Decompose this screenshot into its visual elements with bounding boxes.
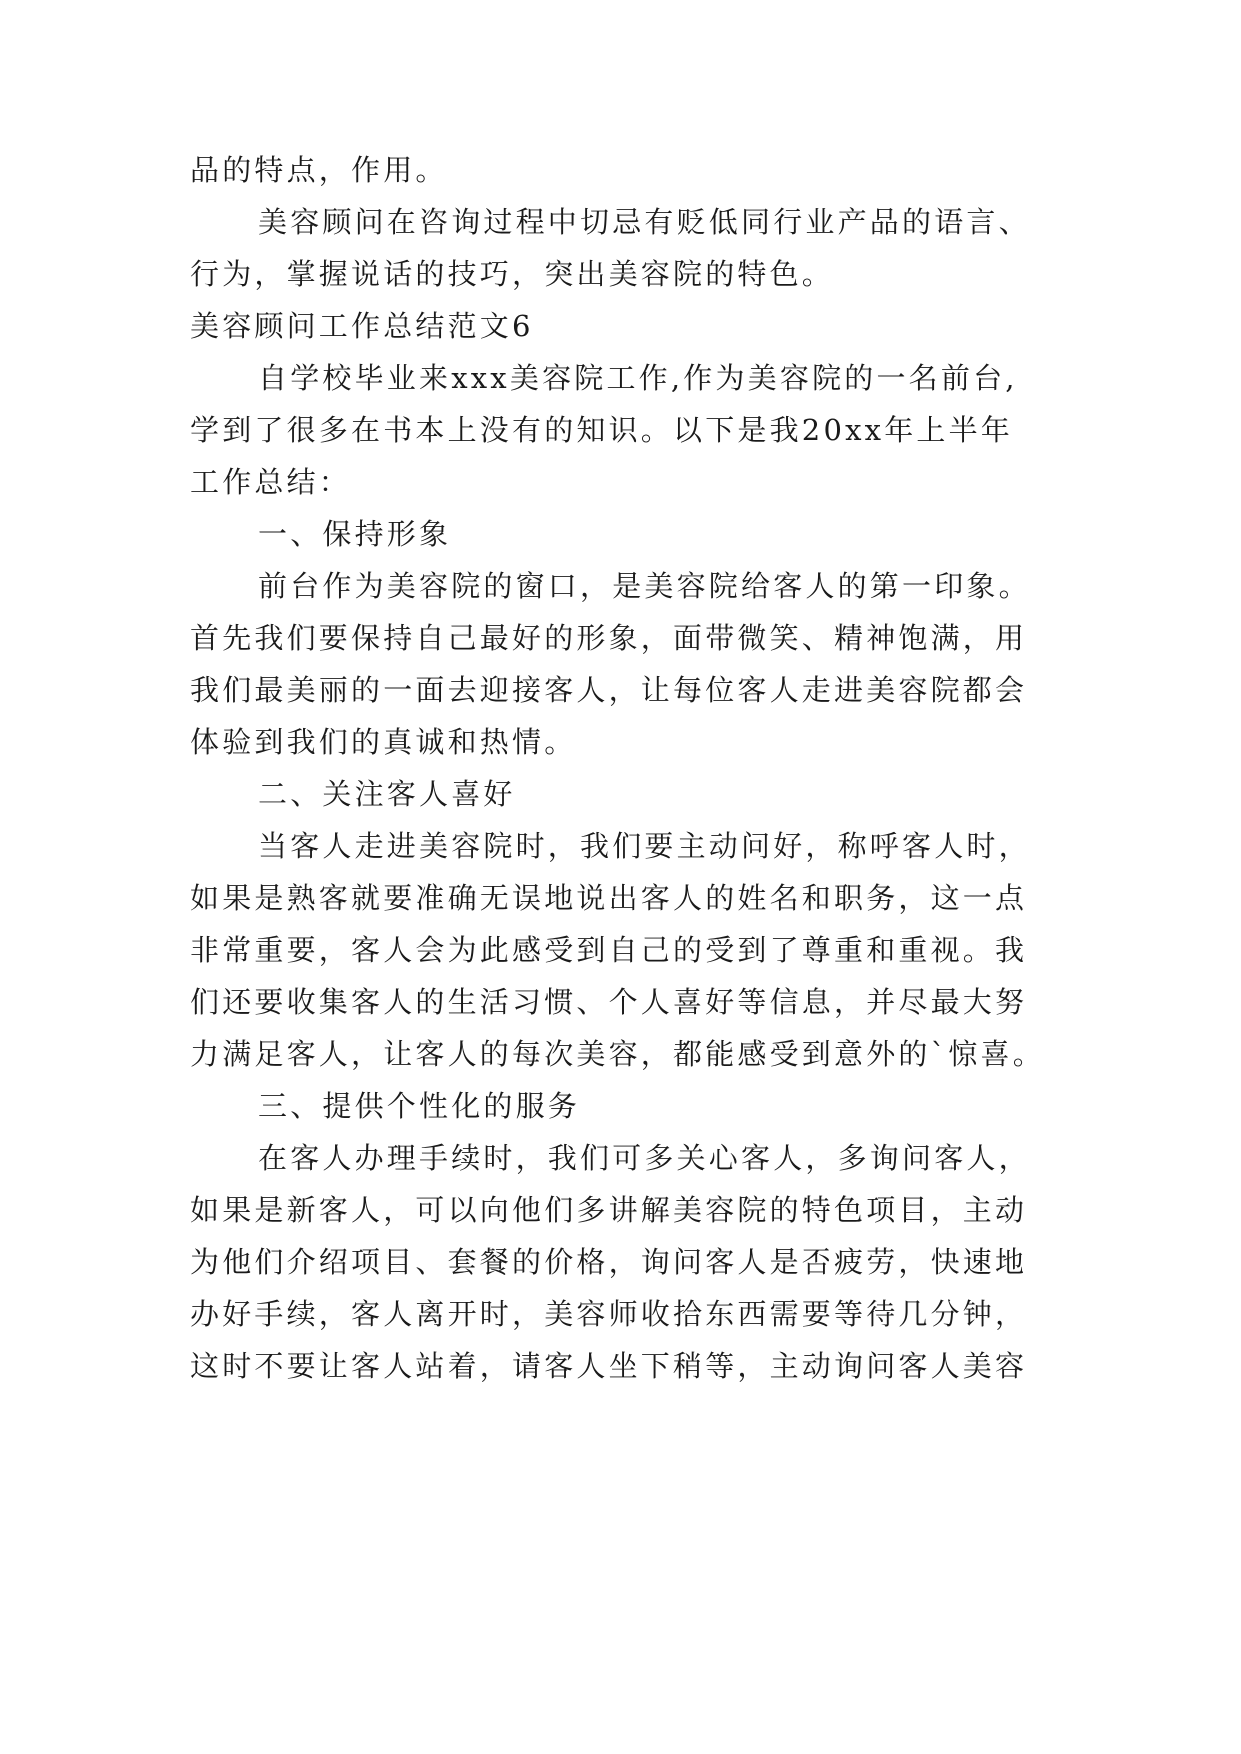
text-line: 办好手续，客人离开时，美容师收拾东西需要等待几分钟， [190, 1297, 1028, 1331]
text-line: 这时不要让客人站着，请客人坐下稍等，主动询问客人美容 [190, 1349, 1028, 1383]
text-line: 如果是新客人，可以向他们多讲解美容院的特色项目，主动 [190, 1193, 1028, 1227]
subheading: 二、关注客人喜好 [258, 777, 516, 811]
subheading: 一、保持形象 [258, 517, 452, 551]
text-line: 在客人办理手续时，我们可多关心客人，多询问客人， [258, 1141, 1031, 1175]
subheading: 三、提供个性化的服务 [258, 1089, 581, 1123]
text-line: 首先我们要保持自己最好的形象，面带微笑、精神饱满，用 [190, 621, 1028, 655]
text-line: 学到了很多在书本上没有的知识。以下是我20xx年上半年 [190, 413, 1014, 447]
text-line: 为他们介绍项目、套餐的价格，询问客人是否疲劳，快速地 [190, 1245, 1028, 1279]
text-line: 们还要收集客人的生活习惯、个人喜好等信息，并尽最大努 [190, 985, 1028, 1019]
text-line: 行为，掌握说话的技巧，突出美容院的特色。 [190, 257, 835, 291]
text-line: 美容顾问在咨询过程中切忌有贬低同行业产品的语言、 [258, 205, 1031, 239]
section-heading: 美容顾问工作总结范文6 [190, 309, 534, 343]
text-line: 体验到我们的真诚和热情。 [190, 725, 577, 759]
text-line: 我们最美丽的一面去迎接客人，让每位客人走进美容院都会 [190, 673, 1028, 707]
text-line: 品的特点，作用。 [190, 153, 448, 187]
text-line: 当客人走进美容院时，我们要主动问好，称呼客人时， [258, 829, 1031, 863]
text-line: 如果是熟客就要准确无误地说出客人的姓名和职务，这一点 [190, 881, 1028, 915]
text-line: 自学校毕业来xxx美容院工作,作为美容院的一名前台, [258, 361, 1018, 395]
text-line: 前台作为美容院的窗口，是美容院给客人的第一印象。 [258, 569, 1031, 603]
text-line: 非常重要，客人会为此感受到自己的受到了尊重和重视。我 [190, 933, 1028, 967]
text-line: 力满足客人，让客人的每次美容，都能感受到意外的`惊喜。 [190, 1037, 1045, 1071]
text-line: 工作总结： [190, 465, 352, 499]
